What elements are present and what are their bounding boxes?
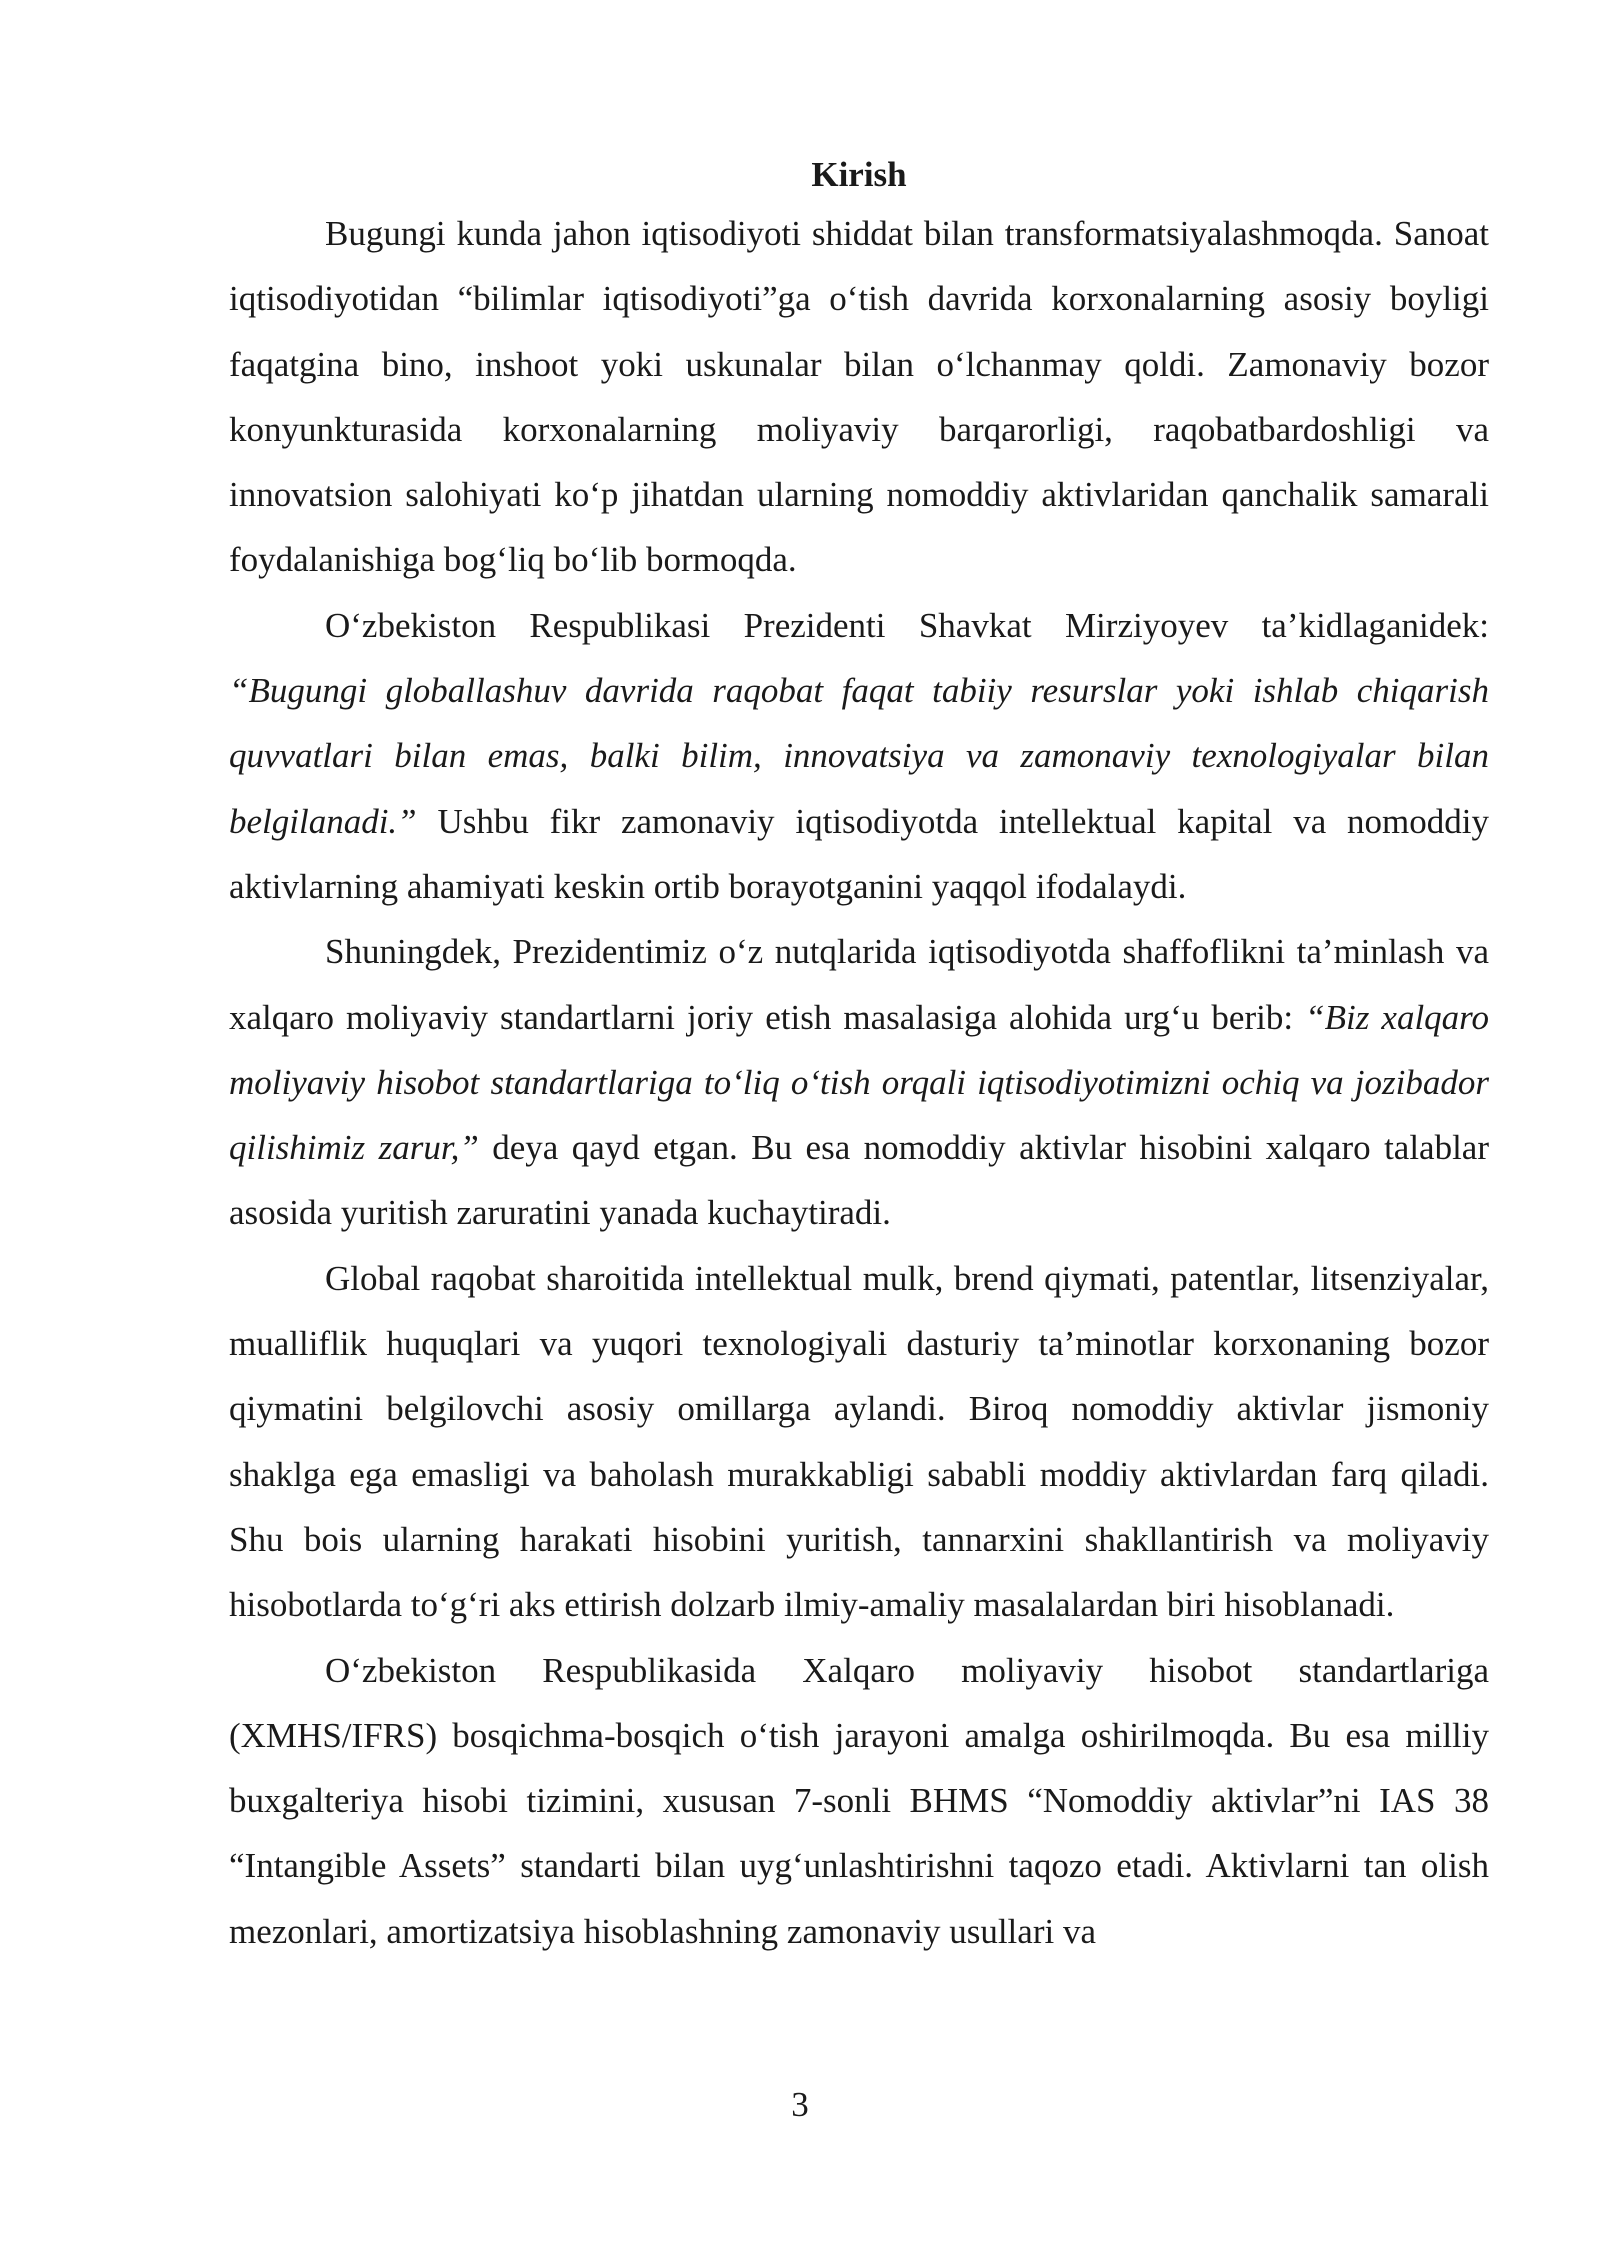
paragraph-text: Global raqobat sharoitida intellektual mulk, brend qiymati, patentlar, litsenziyalar, mualliflik huquqlari va yuqori texnologiyali dasturiy ta’minotlar korxonaning bozor qiymatini belgilovchi asosiy omillarga aylandi. Biroq nomoddiy aktivlar jismoniy shaklga ega emasligi va baholash murakkabligi sababli moddiy aktivlardan farq qiladi. Shu bois ularning harakati hisobini yuritish, tannarxini shakllantirish va moliyaviy hisobotlarda to‘g‘ri aks ettirish dolzarb ilmiy-amaliy masalalardan biri hisoblanadi. (229, 1258, 1489, 1625)
paragraph-text: O‘zbekiston Respublikasida Xalqaro moliyaviy hisobot standartlariga (XMHS/IFRS) bosqichma-bosqich o‘tish jarayoni amalga oshirilmoqda. Bu esa milliy buxgalteriya hisobi tizimini, xususan 7-sonli BHMS “Nomoddiy aktivlar”ni IAS 38 “Intangible Assets” standarti bilan uyg‘unlashtirishni taqozo etadi. Aktivlarni tan olish mezonlari, amortizatsiya hisoblashning zamonaviy usullari va (229, 1650, 1489, 1951)
paragraph-4 (229, 1246, 1489, 1638)
paragraph-text: O‘zbekiston Respublikasi Prezidenti Shavkat Mirziyoyev ta’kidlaganidek: (325, 605, 1489, 645)
paragraph-5 (229, 1638, 1489, 1964)
paragraph-1 (229, 201, 1489, 593)
page-number: 3 (791, 2085, 809, 2124)
document-page (229, 148, 1489, 1964)
president-quote: “Biz xalqaro moliyaviy hisobot standartlariga to‘liq o‘tish orqali iqtisodiyotimizni ochiq va jozibador qilishimiz zarur,” (229, 997, 1489, 1168)
section-title: Kirish (811, 155, 907, 194)
paragraph-text: Bugungi kunda jahon iqtisodiyoti shiddat bilan transformatsiyalashmoqda. Sanoat iqtisodiyotidan “bilimlar iqtisodiyoti”ga o‘tish davrida korxonalarning asosiy boyligi faqatgina bino, inshoot yoki uskunalar bilan o‘lchanmay qoldi. Zamonaviy bozor konyunkturasida korxonalarning moliyaviy barqarorligi, raqobatbardoshligi va innovatsion salohiyati ko‘p jihatdan ularning nomoddiy aktivlaridan qanchalik samarali foydalanishiga bog‘liq bo‘lib bormoqda. (229, 214, 1489, 580)
paragraph-text: deya qayd etgan. Bu esa nomoddiy aktivlar hisobini xalqaro talablar asosida yuritish zaruratini yanada kuchaytiradi. (229, 1128, 1490, 1233)
paragraph-text: Ushbu fikr zamonaviy iqtisodiyotda intellektual kapital va nomoddiy aktivlarning ahamiyati keskin ortib borayotganini yaqqol ifodalaydi. (229, 801, 1489, 906)
paragraph-text: Shuningdek, Prezidentimiz o‘z nutqlarida iqtisodiyotda shaffoflikni ta’minlash va xalqaro moliyaviy standartlarni joriy etish masalasiga alohida urg‘u berib: (229, 932, 1489, 1037)
president-quote: “Bugungi globallashuv davrida raqobat faqat tabiiy resurslar yoki ishlab chiqarish quvvatlari bilan emas, balki bilim, innovatsiya va zamonaviy texnologiyalar bilan belgilanadi.” (229, 671, 1489, 841)
paragraph-2 (229, 593, 1489, 919)
paragraph-3 (229, 919, 1489, 1245)
